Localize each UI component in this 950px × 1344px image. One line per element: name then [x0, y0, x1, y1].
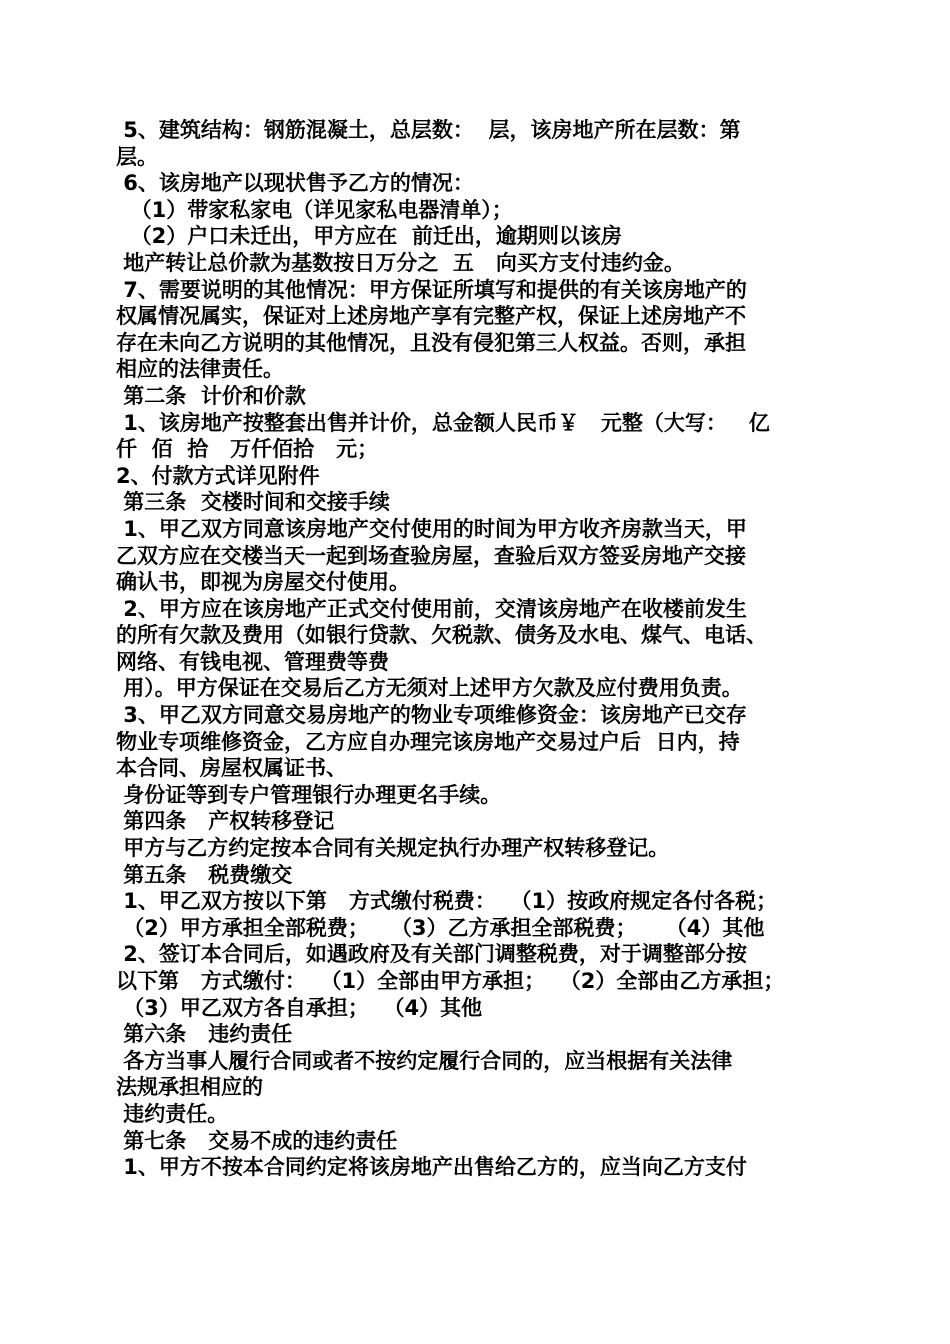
text-line: 本合同、房屋权属证书、 [116, 756, 347, 781]
text-line: 确认书，即视为房屋交付使用。 [116, 570, 410, 595]
text-line: 以下第 方式缴付： （1）全部由甲方承担； （2）全部由乙方承担； [116, 969, 785, 993]
contract-body [116, 117, 856, 1181]
text-line: 乙双方应在交楼当天一起到场查验房屋，查验后双方签妥房地产交接 [116, 543, 746, 568]
text-line: 3、甲乙双方同意交易房地产的物业专项维修资金：该房地产已交存 [116, 703, 747, 728]
text-line: 6、该房地产以现状售予乙方的情况： [116, 171, 474, 196]
text-line: 存在未向乙方说明的其他情况，且没有侵犯第三人权益。否则，承担 [116, 330, 746, 355]
text-line: 第四条 产权转移登记 [116, 809, 335, 834]
text-line: 各方当事人履行合同或者不按约定履行合同的，应当根据有关法律 [116, 1048, 733, 1073]
text-line: 层。 [116, 144, 158, 169]
text-line: （2）甲方承担全部税费； （3）乙方承担全部税费； （4）其他 [116, 915, 765, 940]
text-line: 法规承担相应的 [116, 1075, 263, 1100]
text-line: 用）。甲方保证在交易后乙方无须对上述甲方欠款及应付费用负责。 [116, 676, 743, 701]
text-line: 2、甲方应在该房地产正式交付使用前，交清该房地产在收楼前发生 [116, 596, 747, 621]
text-line: （1）带家私家电（详见家私电器清单）； [116, 197, 513, 222]
text-line: 1、该房地产按整套出售并计价，总金额人民币￥ 元整（大写： 亿 [116, 410, 770, 435]
text-line: 网络、有钱电视、管理费等费 [116, 649, 389, 674]
text-line: 2、付款方式详见附件 [116, 463, 320, 488]
text-line: 相应的法律责任。 [116, 357, 284, 382]
text-line: 1、甲乙双方同意该房地产交付使用的时间为甲方收齐房款当天，甲 [116, 516, 747, 541]
text-line: 第二条 计价和价款 [116, 383, 306, 408]
text-line: 2、签订本合同后，如遇政府及有关部门调整税费，对于调整部分按 [116, 942, 747, 967]
text-line: 1、甲方不按本合同约定将该房地产出售给乙方的，应当向乙方支付 [116, 1155, 747, 1180]
text-line: 第六条 违约责任 [116, 1022, 293, 1047]
text-line: 第五条 税费缴交 [116, 862, 293, 887]
text-line: 5、建筑结构：钢筋混凝土，总层数： 层，该房地产所在层数：第 [116, 118, 741, 142]
text-line: 甲方与乙方约定按本合同有关规定执行办理产权转移登记。 [116, 836, 670, 861]
text-line: 第三条 交楼时间和交接手续 [116, 490, 390, 515]
text-line: 7、需要说明的其他情况：甲方保证所填写和提供的有关该房地产的 [116, 277, 747, 302]
text-line: 权属情况属实，保证对上述房地产享有完整产权，保证上述房地产不 [116, 304, 746, 329]
text-line: 地产转让总价款为基数按日万分之 五 向买方支付违约金。 [116, 250, 685, 275]
text-line: 违约责任。 [116, 1101, 229, 1126]
text-line: 的所有欠款及费用（如银行贷款、欠税款、债务及水电、煤气、电话、 [116, 623, 767, 648]
text-line: （2）户口未迁出，甲方应在 前迁出，逾期则以该房 [116, 224, 622, 249]
text-line: （3）甲乙双方各自承担； （4）其他 [116, 995, 483, 1020]
text-line: 物业专项维修资金，乙方应自办理完该房地产交易过户后 日内，持 [116, 729, 740, 754]
text-line: 1、甲乙双方按以下第 方式缴付税费： （1）按政府规定各付各税； [116, 889, 778, 914]
text-line: 仟 佰 拾 万仟佰拾 元； [116, 437, 379, 462]
text-line: 身份证等到专户管理银行办理更名手续。 [116, 782, 502, 807]
text-line: 第七条 交易不成的违约责任 [116, 1128, 398, 1153]
